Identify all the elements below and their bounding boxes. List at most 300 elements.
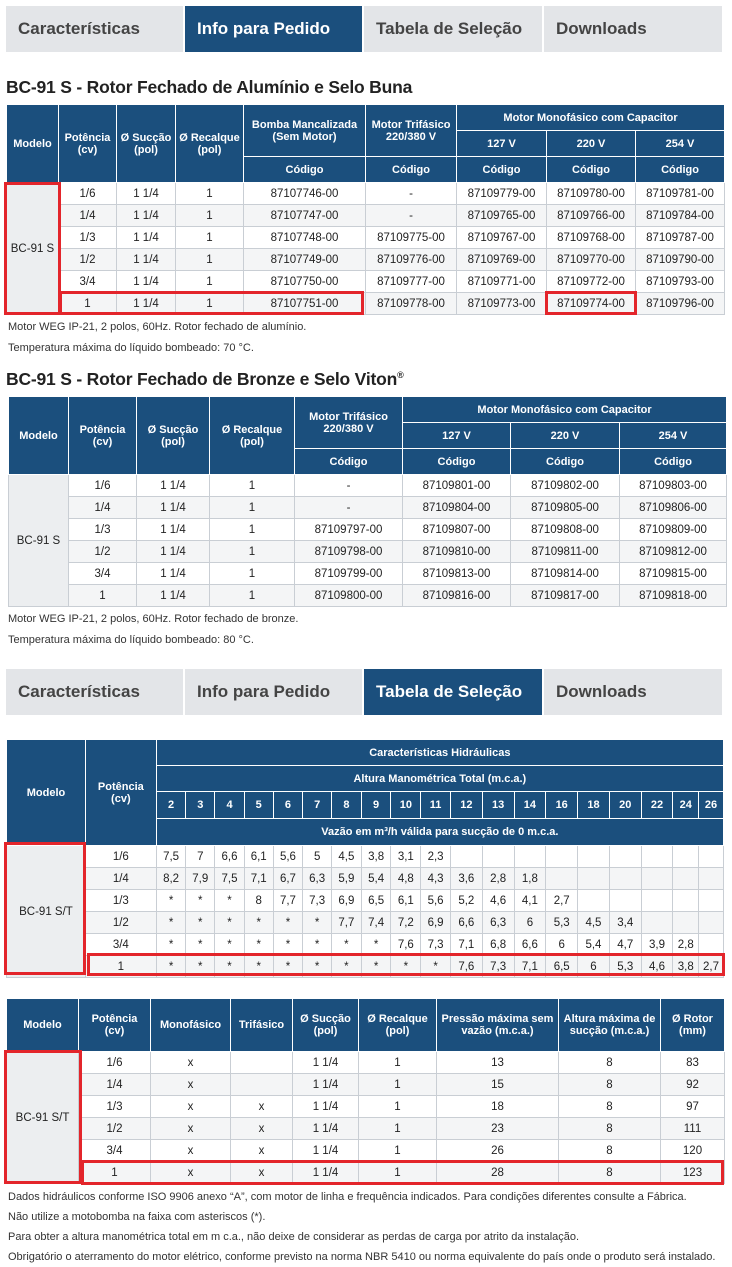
table-cell: 1 1/4: [137, 541, 210, 563]
table-cell: 1 1/4: [117, 249, 176, 271]
table-cell: 87109802-00: [511, 475, 620, 497]
section2-rows: [9, 475, 727, 607]
height-header: 3: [186, 792, 215, 819]
flow-cell: 6: [546, 934, 578, 956]
table-row: [7, 956, 724, 978]
flow-cell: *: [332, 956, 362, 978]
header-codigo: Código: [244, 157, 366, 183]
table-cell: 1 1/4: [293, 1118, 359, 1140]
table-cell: 1: [210, 541, 295, 563]
flow-cell: *: [273, 934, 303, 956]
tab-caracteristicas[interactable]: Características: [6, 6, 183, 52]
table-row: [7, 912, 724, 934]
potencia-cell: 3/4: [85, 934, 156, 956]
table-cell: 1 1/4: [137, 519, 210, 541]
tab-tabela-selecao[interactable]: Tabela de Seleção: [364, 6, 542, 52]
table-row: [7, 1074, 725, 1096]
flow-cell: *: [303, 956, 332, 978]
table-cell: 87107747-00: [244, 205, 366, 227]
flow-cell: [699, 868, 724, 890]
header-codigo: Código: [295, 449, 403, 475]
table-cell: 83: [661, 1052, 725, 1074]
header-rotor: Ø Rotor (mm): [661, 999, 725, 1052]
flow-cell: *: [186, 912, 215, 934]
table-cell: 1/6: [59, 183, 117, 205]
table-cell: 1: [210, 585, 295, 607]
tab-tabela-selecao[interactable]: Tabela de Seleção: [364, 669, 542, 715]
flow-cell: 5,6: [273, 846, 303, 868]
section3-rows: [7, 846, 724, 978]
flow-cell: 7,1: [244, 868, 273, 890]
flow-cell: [673, 890, 699, 912]
table-cell: 120: [661, 1140, 725, 1162]
flow-cell: [641, 912, 673, 934]
note-line: Para obter a altura manométrica total em m c.a., não deixe de considerar as perdas de carga por atrito da instalação.: [8, 1231, 580, 1243]
flow-cell: 8,2: [156, 868, 186, 890]
flow-cell: *: [244, 956, 273, 978]
table-row: [9, 541, 727, 563]
table-cell: 87109817-00: [511, 585, 620, 607]
header-modelo: Modelo: [7, 999, 79, 1052]
table-cell: 87109767-00: [457, 227, 547, 249]
table-cell: 1: [210, 475, 295, 497]
flow-cell: 2,8: [482, 868, 514, 890]
note-line: Motor WEG IP-21, 2 polos, 60Hz. Rotor fechado de bronze.: [8, 613, 299, 625]
table-cell: x: [231, 1118, 293, 1140]
table-cell: 87109800-00: [295, 585, 403, 607]
flow-cell: [673, 846, 699, 868]
flow-cell: *: [215, 934, 245, 956]
table-cell: x: [151, 1074, 231, 1096]
flow-cell: [641, 846, 673, 868]
table-cell: 1 1/4: [137, 563, 210, 585]
table-cell: x: [151, 1096, 231, 1118]
flow-cell: *: [273, 912, 303, 934]
table-cell: -: [295, 497, 403, 519]
table-row: [7, 183, 725, 205]
table-section4: [6, 998, 725, 1184]
table-cell: 87109808-00: [511, 519, 620, 541]
table-cell: 1 1/4: [117, 271, 176, 293]
flow-cell: 5,3: [609, 956, 641, 978]
flow-cell: [482, 846, 514, 868]
table-cell: 87109810-00: [403, 541, 511, 563]
table-cell: 87109787-00: [636, 227, 725, 249]
height-header: 10: [391, 792, 421, 819]
flow-cell: *: [156, 890, 186, 912]
flow-cell: *: [361, 934, 391, 956]
table-section1: [6, 104, 725, 315]
table-cell: 1 1/4: [293, 1140, 359, 1162]
flow-cell: 6,6: [514, 934, 546, 956]
header-trifasico: Motor Trifásico 220/380 V: [366, 105, 457, 157]
tab-info-pedido[interactable]: Info para Pedido: [185, 6, 362, 52]
table-cell: 3/4: [69, 563, 137, 585]
table-cell: 1/6: [69, 475, 137, 497]
flow-cell: 1,8: [514, 868, 546, 890]
table-cell: 1/4: [69, 497, 137, 519]
table-cell: 87109776-00: [366, 249, 457, 271]
table-row: [7, 868, 724, 890]
note-line: Dados hidráulicos conforme ISO 9906 anexo “A”, com motor de linha e frequência indicados. Para condições diferentes consulte a Fábrica.: [8, 1191, 687, 1203]
table-cell: 1: [59, 293, 117, 315]
flow-cell: 5,4: [578, 934, 610, 956]
table-cell: 1 1/4: [117, 293, 176, 315]
header-modelo: Modelo: [7, 105, 59, 183]
table-cell: 87109807-00: [403, 519, 511, 541]
table-cell: 1/2: [79, 1118, 151, 1140]
flow-cell: 6,6: [450, 912, 482, 934]
flow-cell: 5,6: [421, 890, 451, 912]
header-codigo: Código: [620, 449, 727, 475]
flow-cell: 7: [186, 846, 215, 868]
flow-cell: 7,7: [273, 890, 303, 912]
tab-info-pedido[interactable]: Info para Pedido: [185, 669, 362, 715]
table-cell: 1: [176, 249, 244, 271]
flow-cell: 6,6: [215, 846, 245, 868]
table-cell: 87109779-00: [457, 183, 547, 205]
height-header: 5: [244, 792, 273, 819]
note-line: Não utilize a motobomba na faixa com asteriscos (*).: [8, 1211, 266, 1223]
flow-cell: [514, 846, 546, 868]
table-cell: 28: [437, 1162, 559, 1184]
table-cell: 87109790-00: [636, 249, 725, 271]
note-line: Temperatura máxima do líquido bombeado: 80 °C.: [8, 634, 254, 646]
flow-cell: 6: [514, 912, 546, 934]
table-cell: 1: [359, 1052, 437, 1074]
flow-cell: [546, 846, 578, 868]
table-cell: 87107749-00: [244, 249, 366, 271]
section2-title: [6, 369, 404, 390]
table-cell: 87109809-00: [620, 519, 727, 541]
table-cell: 87109765-00: [457, 205, 547, 227]
height-header: 12: [450, 792, 482, 819]
flow-cell: 6,5: [361, 890, 391, 912]
flow-cell: [673, 868, 699, 890]
potencia-cell: 1/3: [85, 890, 156, 912]
table-cell: 1 1/4: [293, 1074, 359, 1096]
table-cell: -: [366, 205, 457, 227]
table-row: [7, 1140, 725, 1162]
header-vazao: Vazão em m³/h válida para sucção de 0 m.c.a.: [156, 819, 723, 846]
flow-cell: *: [332, 934, 362, 956]
table-cell: 8: [559, 1052, 661, 1074]
table-cell: 1: [359, 1162, 437, 1184]
flow-cell: 7,3: [421, 934, 451, 956]
table-cell: 23: [437, 1118, 559, 1140]
flow-cell: [578, 846, 610, 868]
table-cell: 87109799-00: [295, 563, 403, 585]
table-cell: 87109811-00: [511, 541, 620, 563]
table-cell: 87109797-00: [295, 519, 403, 541]
section2-notes: [8, 609, 298, 651]
table-cell: 87109814-00: [511, 563, 620, 585]
flow-cell: [699, 890, 724, 912]
flow-cell: 6,8: [482, 934, 514, 956]
table-cell: 87109815-00: [620, 563, 727, 585]
height-header: 20: [609, 792, 641, 819]
flow-cell: 4,7: [609, 934, 641, 956]
table-cell: 97: [661, 1096, 725, 1118]
header-trifasico: Motor Trifásico 220/380 V: [295, 397, 403, 449]
header-codigo: Código: [636, 157, 725, 183]
table-cell: 1/4: [79, 1074, 151, 1096]
header-potencia: Potência (cv): [59, 105, 117, 183]
table-cell: 87109813-00: [403, 563, 511, 585]
flow-cell: 8: [244, 890, 273, 912]
height-header: 22: [641, 792, 673, 819]
flow-cell: 5: [303, 846, 332, 868]
table-cell: 1/3: [59, 227, 117, 249]
table-cell: 1: [210, 519, 295, 541]
table-cell: 111: [661, 1118, 725, 1140]
tab-caracteristicas[interactable]: Características: [6, 669, 183, 715]
header-potencia: Potência (cv): [79, 999, 151, 1052]
flow-cell: 6,3: [482, 912, 514, 934]
flow-cell: 7,3: [303, 890, 332, 912]
table-cell: 1: [210, 497, 295, 519]
flow-cell: 2,7: [699, 956, 724, 978]
table-cell: [231, 1052, 293, 1074]
flow-cell: 4,8: [391, 868, 421, 890]
flow-cell: 7,7: [332, 912, 362, 934]
flow-cell: 6,5: [546, 956, 578, 978]
table-cell: x: [151, 1140, 231, 1162]
flow-cell: 3,1: [391, 846, 421, 868]
table-cell: 1/3: [69, 519, 137, 541]
table-row: [7, 890, 724, 912]
table-row: [7, 293, 725, 315]
table-cell: x: [151, 1162, 231, 1184]
model-cell: BC-91 S: [9, 475, 69, 607]
flow-cell: 7,9: [186, 868, 215, 890]
table-cell: 1: [210, 563, 295, 585]
table-cell: 87109772-00: [547, 271, 636, 293]
table-cell: 15: [437, 1074, 559, 1096]
table-section2: [8, 396, 727, 607]
flow-cell: *: [156, 956, 186, 978]
flow-cell: 2,8: [673, 934, 699, 956]
flow-cell: [699, 912, 724, 934]
header-220v: 220 V: [547, 131, 636, 157]
flow-cell: 5,9: [332, 868, 362, 890]
flow-cell: 2,3: [421, 846, 451, 868]
table-cell: 87109798-00: [295, 541, 403, 563]
table-cell: 87109803-00: [620, 475, 727, 497]
table-cell: [231, 1074, 293, 1096]
tab-downloads[interactable]: Downloads: [544, 6, 722, 52]
flow-cell: *: [186, 956, 215, 978]
flow-cell: [450, 846, 482, 868]
table-cell: 3/4: [59, 271, 117, 293]
registered-mark: ®: [397, 370, 404, 381]
flow-cell: 6: [578, 956, 610, 978]
table-cell: 87109780-00: [547, 183, 636, 205]
flow-cell: 6,9: [332, 890, 362, 912]
flow-cell: *: [421, 956, 451, 978]
table-cell: 1: [176, 183, 244, 205]
flow-cell: [641, 890, 673, 912]
table-cell: 1: [176, 227, 244, 249]
table-cell: 1: [359, 1096, 437, 1118]
table-cell: 1: [359, 1140, 437, 1162]
table-cell: 1: [176, 293, 244, 315]
table-cell: 87109778-00: [366, 293, 457, 315]
table-row: [7, 934, 724, 956]
header-modelo: Modelo: [9, 397, 69, 475]
flow-cell: 7,6: [391, 934, 421, 956]
table-section3: [6, 739, 724, 978]
flow-cell: 6,3: [303, 868, 332, 890]
table-cell: 8: [559, 1096, 661, 1118]
header-recalque: Ø Recalque (pol): [210, 397, 295, 475]
potencia-cell: 1/2: [85, 912, 156, 934]
table-cell: 87107746-00: [244, 183, 366, 205]
table-cell: 1/4: [59, 205, 117, 227]
table-cell: 18: [437, 1096, 559, 1118]
flow-cell: [578, 890, 610, 912]
table-row: [7, 846, 724, 868]
header-monofasico: Motor Monofásico com Capacitor: [403, 397, 727, 423]
table-cell: x: [231, 1140, 293, 1162]
table-cell: 87109766-00: [547, 205, 636, 227]
header-altura-succao: Altura máxima de sucção (m.c.a.): [559, 999, 661, 1052]
table-cell: 87109793-00: [636, 271, 725, 293]
flow-cell: 7,5: [215, 868, 245, 890]
flow-cell: *: [244, 912, 273, 934]
header-succao: Ø Sucção (pol): [293, 999, 359, 1052]
header-modelo: Modelo: [7, 740, 86, 846]
flow-cell: 3,8: [673, 956, 699, 978]
flow-cell: [673, 912, 699, 934]
table-cell: 87109816-00: [403, 585, 511, 607]
table-row: [7, 271, 725, 293]
table-cell: 1: [69, 585, 137, 607]
table-row: [7, 1096, 725, 1118]
flow-cell: 4,6: [641, 956, 673, 978]
table-row: [7, 1118, 725, 1140]
flow-cell: 5,4: [361, 868, 391, 890]
header-254v: 254 V: [620, 423, 727, 449]
table-row: [7, 1052, 725, 1074]
header-hidraulicas: Características Hidráulicas: [156, 740, 723, 766]
header-codigo: Código: [511, 449, 620, 475]
tabs-mid: [6, 669, 724, 715]
table-cell: 1 1/4: [137, 475, 210, 497]
table-cell: 87109804-00: [403, 497, 511, 519]
note-line: Obrigatório o aterramento do motor elétrico, conforme previsto na norma NBR 5410 ou norma equivalente do país onde o produto será instalado.: [8, 1251, 716, 1263]
table-cell: 26: [437, 1140, 559, 1162]
flow-cell: 2,7: [546, 890, 578, 912]
header-trifasico: Trifásico: [231, 999, 293, 1052]
flow-cell: 3,6: [450, 868, 482, 890]
table-row: [9, 497, 727, 519]
table-cell: 87109777-00: [366, 271, 457, 293]
flow-cell: 7,1: [450, 934, 482, 956]
table-cell: 3/4: [79, 1140, 151, 1162]
model-cell: BC-91 S/T: [7, 1052, 79, 1184]
flow-cell: [609, 846, 641, 868]
table-cell: 87109806-00: [620, 497, 727, 519]
height-header: 11: [421, 792, 451, 819]
table-row: [7, 227, 725, 249]
flow-cell: 5,3: [546, 912, 578, 934]
height-header: 7: [303, 792, 332, 819]
header-potencia: Potência (cv): [69, 397, 137, 475]
tabs-top: [6, 6, 724, 52]
flow-cell: 6,1: [244, 846, 273, 868]
flow-cell: *: [156, 912, 186, 934]
flow-cell: *: [244, 934, 273, 956]
table-cell: 87107750-00: [244, 271, 366, 293]
potencia-cell: 1/4: [85, 868, 156, 890]
flow-cell: 3,9: [641, 934, 673, 956]
flow-cell: *: [186, 934, 215, 956]
height-header: 26: [699, 792, 724, 819]
table-cell: 87109773-00: [457, 293, 547, 315]
height-header: 8: [332, 792, 362, 819]
table-row: [7, 1162, 725, 1184]
flow-cell: *: [303, 934, 332, 956]
table-cell: 1 1/4: [137, 497, 210, 519]
table-cell: 87109805-00: [511, 497, 620, 519]
table-row: [9, 585, 727, 607]
model-cell: BC-91 S: [7, 183, 59, 315]
header-mancalizada: Bomba Mancalizada (Sem Motor): [244, 105, 366, 157]
flow-cell: 4,5: [332, 846, 362, 868]
flow-cell: *: [156, 934, 186, 956]
table-row: [7, 249, 725, 271]
header-codigo: Código: [457, 157, 547, 183]
table-cell: 1/6: [79, 1052, 151, 1074]
table-cell: 1/2: [69, 541, 137, 563]
height-header: 6: [273, 792, 303, 819]
table-cell: -: [366, 183, 457, 205]
flow-cell: *: [361, 956, 391, 978]
flow-cell: 6,1: [391, 890, 421, 912]
table-cell: 92: [661, 1074, 725, 1096]
header-potencia: Potência (cv): [85, 740, 156, 846]
table-cell: 8: [559, 1118, 661, 1140]
section4-rows: [7, 1052, 725, 1184]
table-cell: -: [295, 475, 403, 497]
flow-cell: [641, 868, 673, 890]
table-cell: 8: [559, 1074, 661, 1096]
table-cell: x: [151, 1052, 231, 1074]
flow-cell: 7,5: [156, 846, 186, 868]
table-cell: 1/3: [79, 1096, 151, 1118]
flow-cell: 6,9: [421, 912, 451, 934]
table-cell: 87107748-00: [244, 227, 366, 249]
header-monofasico: Monofásico: [151, 999, 231, 1052]
height-header: 14: [514, 792, 546, 819]
table-cell: 87107751-00: [244, 293, 366, 315]
table-cell: 1 1/4: [293, 1052, 359, 1074]
height-header: 4: [215, 792, 245, 819]
table-cell: 1 1/4: [117, 227, 176, 249]
flow-cell: 3,4: [609, 912, 641, 934]
flow-cell: 7,4: [361, 912, 391, 934]
flow-cell: [546, 868, 578, 890]
height-header: 16: [546, 792, 578, 819]
table-cell: 87109781-00: [636, 183, 725, 205]
table-cell: 87109784-00: [636, 205, 725, 227]
section4-notes: [8, 1187, 715, 1267]
tab-downloads[interactable]: Downloads: [544, 669, 722, 715]
header-codigo: Código: [403, 449, 511, 475]
flow-cell: *: [186, 890, 215, 912]
table-cell: 1: [79, 1162, 151, 1184]
